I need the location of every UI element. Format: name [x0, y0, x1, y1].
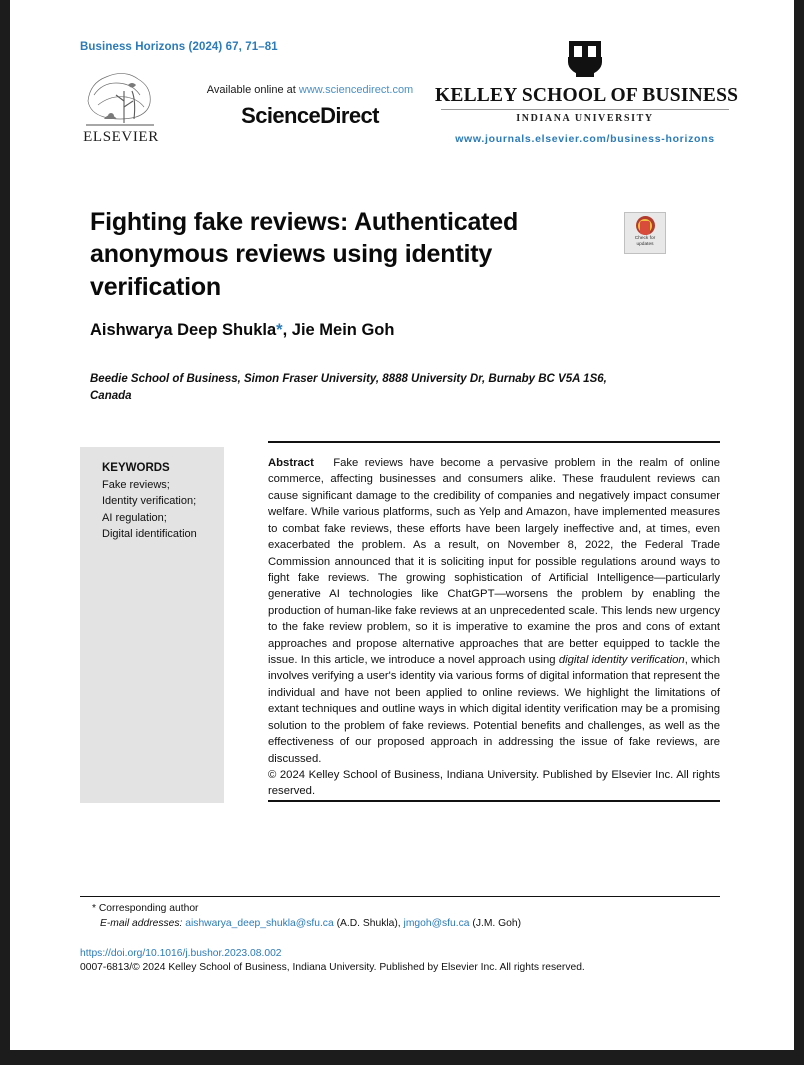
journal-homepage-url[interactable]: www.journals.elsevier.com/business-horizons: [455, 133, 715, 145]
iu-trident-icon: [559, 40, 611, 78]
keywords-heading: KEYWORDS: [102, 462, 170, 474]
abstract-label: Abstract: [268, 457, 314, 469]
email-owner-primary: (A.D. Shukla),: [336, 918, 401, 929]
sciencedirect-wordmark: ScienceDirect: [241, 103, 379, 128]
page-title: Fighting fake reviews: Authenticated anonymous reviews using identity verification: [90, 208, 519, 301]
affiliation: Beedie School of Business, Simon Fraser University, 8888 University Dr, Burnaby BC V5A 1S6, Canada: [90, 373, 607, 402]
corresponding-author-marker: *: [276, 321, 283, 339]
keyword-item: Fake reviews;: [102, 479, 170, 492]
email-label: E-mail addresses:: [100, 918, 183, 929]
svg-text:ELSEVIER: ELSEVIER: [83, 129, 159, 145]
abstract-top-rule: [268, 441, 720, 443]
crossmark-check-for-updates-badge[interactable]: [624, 212, 666, 254]
crossmark-line2: updates: [636, 241, 654, 247]
email-link-primary[interactable]: aishwarya_deep_shukla@sfu.ca: [185, 918, 334, 929]
available-online-line: [195, 84, 425, 96]
email-link-secondary[interactable]: jmgoh@sfu.ca: [403, 918, 470, 929]
issn-copyright-line: 0007-6813/© 2024 Kelley School of Business, Indiana University. Published by Elsevier Inc. All rights reserved.: [80, 962, 585, 973]
corresponding-author-note: * Corresponding author: [92, 903, 199, 914]
crossmark-line1: Check for: [634, 236, 656, 241]
kelley-university-name: INDIANA UNIVERSITY: [516, 113, 654, 124]
email-owner-secondary: (J.M. Goh): [472, 918, 522, 929]
author-secondary: , Jie Mein Goh: [282, 321, 395, 339]
sciencedirect-url[interactable]: www.sciencedirect.com: [298, 84, 414, 96]
paper-page: [10, 0, 794, 1050]
keyword-item: AI regulation;: [102, 511, 167, 524]
footnote-rule: [80, 896, 720, 897]
keyword-item: Identity verification;: [102, 495, 197, 508]
kelley-school-name: KELLEY SCHOOL OF BUSINESS: [435, 85, 739, 106]
keywords-box: [80, 447, 224, 803]
abstract-part1: Fake reviews have become a pervasive problem in the realm of online commerce, affecting businesses and consumers alike. These fraudulent reviews can cause significant damage to the credibility of companies and negatively impact consumer welfare. While various platforms, such as Yelp and Amazon, have implemented measures to combat fake reviews, these efforts have been largely ineffective and, at times, even exacerbated the problem. As a result, on November 8, 2022, the Federal Trade Commission announced that it is soliciting input for possible regulations around ways to fight fake reviews. The growing sophistication of Artificial Intelligence—particularly generative AI technologies like ChatGPT—worsens the problem by enabling the production of human-like fake reviews at an unprecedented scale. This lends new urgency to the fake review problem, so it is imperative to examine the pros and cons of extant approaches and propose alternative approaches that are better equipped to tackle the issue. In this article, we introduce a novel approach using: [268, 457, 720, 667]
email-addresses-line: [100, 918, 521, 929]
sciencedirect-block: [195, 84, 425, 129]
doi-link[interactable]: https://doi.org/10.1016/j.bushor.2023.08.002: [80, 948, 282, 959]
author-list: [90, 321, 394, 340]
abstract-body: [268, 455, 720, 800]
elsevier-logo: [80, 61, 162, 147]
crossmark-icon: [636, 216, 655, 235]
available-online-text: Available online at: [206, 84, 299, 96]
abstract-copyright: © 2024 Kelley School of Business, Indiana University. Published by Elsevier Inc. All rights reserved.: [268, 769, 720, 798]
author-primary: Aishwarya Deep Shukla: [90, 321, 277, 339]
abstract-italic-phrase: digital identity verification: [558, 654, 685, 667]
kelley-logo-block: [435, 40, 739, 145]
journal-reference: Business Horizons (2024) 67, 71–81: [80, 41, 278, 53]
kelley-divider: [441, 109, 729, 110]
abstract-part2: , which involves verifying a user's identity via various forms of digital information that represent the individual and have not been applied to online reviews. We highlight the limitations of extant techniques and outline ways in which digital identity verification may be a promising solution to the problem of fake reviews. Potential benefits and challenges, as well as the effectiveness of our proposed approach in addressing the issue of fake reviews, are discussed.: [268, 654, 720, 765]
keyword-item: Digital identification: [102, 527, 197, 540]
abstract-bottom-rule: [268, 800, 720, 802]
